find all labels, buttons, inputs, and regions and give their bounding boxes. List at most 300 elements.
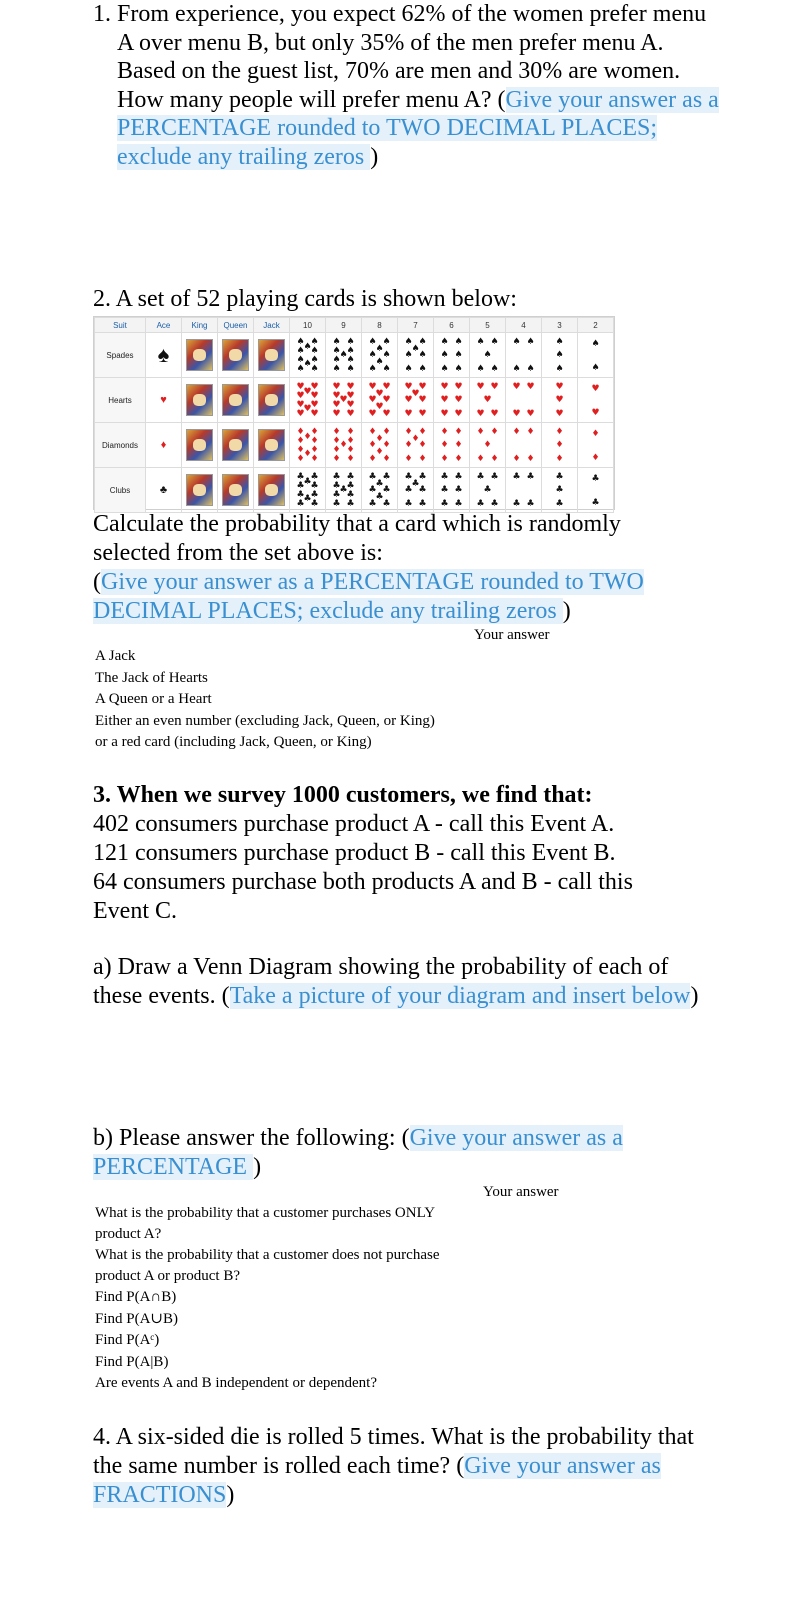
pip-icon: ♦ — [382, 427, 391, 438]
pip-icon: ♣ — [512, 472, 521, 483]
pip-icon: ♥ — [591, 407, 600, 418]
pip-icon: ♠ — [382, 350, 391, 361]
q3-line: 64 consumers purchase both products A and B - call this — [93, 869, 633, 895]
pip-icon: ♥ — [296, 391, 305, 402]
pip-icon: ♥ — [339, 395, 348, 406]
pip-icon: ♦ — [440, 453, 449, 464]
pip-icon: ♥ — [382, 408, 391, 419]
pip-icon: ♥ — [296, 408, 305, 419]
pip-icon: ♥ — [555, 408, 564, 419]
card-cell — [182, 468, 218, 513]
pip-icon: ♣ — [310, 498, 319, 509]
cards-header-rank: 8 — [362, 318, 398, 333]
pip-icon: ♠ — [375, 357, 384, 368]
pip-icon: ♣ — [339, 485, 348, 496]
pip-icon: ♣ — [512, 498, 521, 509]
q2-item: Either an even number (excluding Jack, Queen, or King) — [95, 712, 435, 729]
pip-icon: ♦ — [368, 440, 377, 451]
pip-icon: ♠ — [296, 337, 305, 348]
question-3-body — [93, 810, 633, 926]
pip-icon: ♣ — [476, 498, 485, 509]
pip-icon: ♦ — [382, 440, 391, 451]
pip-icon: ♠ — [555, 350, 564, 361]
pip-icon: ♠ — [346, 346, 355, 357]
card-cell — [362, 423, 398, 468]
pip-icon: ♥ — [490, 382, 499, 393]
pip-icon: ♥ — [296, 399, 305, 410]
card-cell — [362, 333, 398, 378]
pip-icon: ♣ — [382, 498, 391, 509]
pip-icon: ♠ — [512, 363, 521, 374]
card-cell — [146, 378, 182, 423]
pip-icon: ♠ — [404, 350, 413, 361]
pip-icon: ♠ — [382, 363, 391, 374]
card-cell — [146, 423, 182, 468]
pip-icon: ♦ — [555, 427, 564, 438]
card-cell — [290, 468, 326, 513]
q3-item: Find P(Aᶜ) — [95, 1332, 160, 1348]
pip-icon: ♥ — [346, 391, 355, 402]
pip-icon: ♣ — [418, 485, 427, 496]
cards-row-clubs — [95, 468, 614, 513]
pip-icon: ♦ — [296, 453, 305, 464]
pip-icon: ♣ — [346, 498, 355, 509]
question-3-title: 3. When we survey 1000 customers, we find that: — [93, 782, 593, 808]
pip-icon: ♥ — [346, 382, 355, 393]
pip-icon: ♣ — [454, 472, 463, 483]
pip-icon: ♦ — [310, 427, 319, 438]
pip-icon: ♥ — [346, 399, 355, 410]
pip-icon: ♦ — [332, 453, 341, 464]
pip-icon: ♣ — [526, 472, 535, 483]
cards-header-suit: Suit — [95, 318, 146, 333]
pip-icon: ♦ — [368, 453, 377, 464]
pip-icon: ♦ — [555, 440, 564, 451]
card-cell — [434, 423, 470, 468]
pip-icon: ♣ — [332, 489, 341, 500]
playing-cards-table — [93, 316, 615, 510]
card-cell — [182, 423, 218, 468]
pip-icon: ♠ — [310, 354, 319, 365]
q3-item: Find P(A∪B) — [95, 1310, 178, 1327]
face-card-icon — [186, 384, 213, 416]
pip-icon: ♠ — [332, 354, 341, 365]
pip-icon: ♠ — [591, 338, 600, 349]
pip-icon: ♥ — [368, 395, 377, 406]
pip-icon: ♥ — [368, 382, 377, 393]
question-1-text: From experience, you expect 62% of the women prefer menu A over menu B, but only 35% of the men prefer menu A. Based on the guest list, 70% are men and 30% are women. How many people will prefer menu A? (Give your answer as a PERCENTAGE rounded to TWO DECIMAL PLACES; exclude any trailing zeros ) — [117, 1, 719, 170]
pip-icon: ♥ — [512, 408, 521, 419]
suit-label: Hearts — [95, 378, 146, 423]
pip-icon: ♥ — [368, 408, 377, 419]
pip-icon: ♥ — [310, 399, 319, 410]
pip-icon: ♥ — [303, 386, 312, 397]
pip-icon: ♦ — [375, 447, 384, 458]
card-cell — [578, 333, 614, 378]
pip-icon: ♥ — [454, 382, 463, 393]
card-cell — [434, 333, 470, 378]
pip-icon: ♣ — [368, 485, 377, 496]
pip-icon: ♥ — [375, 402, 384, 413]
pip-icon: ♣ — [310, 481, 319, 492]
pip-icon: ♠ — [332, 363, 341, 374]
pip-icon: ♦ — [332, 427, 341, 438]
card-cell — [326, 423, 362, 468]
card-cell — [326, 378, 362, 423]
cards-body — [95, 333, 614, 513]
pip-icon: ♠ — [526, 363, 535, 374]
pip-icon: ♣ — [454, 498, 463, 509]
pip-icon: ♠ — [526, 337, 535, 348]
pip-icon: ♣ — [346, 481, 355, 492]
pip-icon: ♠ — [332, 337, 341, 348]
face-card-icon — [222, 429, 249, 461]
q3-item: product A or product B? — [95, 1267, 240, 1284]
pip-icon: ♦ — [332, 444, 341, 455]
pip-icon: ♦ — [440, 440, 449, 451]
pip-icon: ♠ — [346, 363, 355, 374]
question-2-title: 2. A set of 52 playing cards is shown below: — [93, 286, 517, 312]
pip-icon: ♥ — [310, 391, 319, 402]
ace-pip-icon: ♣ — [159, 484, 168, 496]
pip-icon: ♥ — [346, 408, 355, 419]
cards-header-rank: 10 — [290, 318, 326, 333]
pip-icon: ♥ — [454, 395, 463, 406]
pip-icon: ♦ — [404, 440, 413, 451]
pip-icon: ♦ — [490, 427, 499, 438]
pip-icon: ♥ — [555, 382, 564, 393]
pip-icon: ♣ — [296, 472, 305, 483]
card-cell — [578, 378, 614, 423]
face-card-icon — [222, 339, 249, 371]
pip-icon: ♣ — [440, 472, 449, 483]
pip-icon: ♦ — [476, 453, 485, 464]
pip-icon: ♦ — [382, 453, 391, 464]
pip-icon: ♠ — [490, 337, 499, 348]
pip-icon: ♥ — [476, 408, 485, 419]
pip-icon: ♦ — [512, 453, 521, 464]
pip-icon: ♥ — [310, 382, 319, 393]
pip-icon: ♦ — [296, 436, 305, 447]
q2-item: or a red card (including Jack, Queen, or King) — [95, 734, 372, 750]
pip-icon: ♠ — [440, 337, 449, 348]
pip-icon: ♠ — [375, 343, 384, 354]
pip-icon: ♣ — [555, 485, 564, 496]
face-card-icon — [258, 339, 285, 371]
pip-icon: ♦ — [591, 428, 600, 439]
pip-icon: ♠ — [296, 363, 305, 374]
pip-icon: ♥ — [454, 408, 463, 419]
card-cell — [506, 378, 542, 423]
card-cell — [290, 423, 326, 468]
face-card-icon — [222, 474, 249, 506]
card-cell — [578, 423, 614, 468]
card-cell — [578, 468, 614, 513]
pip-icon: ♦ — [332, 436, 341, 447]
pip-icon: ♦ — [483, 440, 492, 451]
card-cell — [470, 333, 506, 378]
q3-item: Are events A and B independent or dependent? — [95, 1375, 377, 1391]
pip-icon: ♣ — [375, 492, 384, 503]
pip-icon: ♦ — [310, 444, 319, 455]
pip-icon: ♣ — [296, 481, 305, 492]
card-cell — [218, 423, 254, 468]
pip-icon: ♠ — [476, 363, 485, 374]
card-cell — [542, 468, 578, 513]
pip-icon: ♦ — [591, 452, 600, 463]
pip-icon: ♦ — [418, 427, 427, 438]
pip-icon: ♥ — [526, 408, 535, 419]
pip-icon: ♥ — [440, 382, 449, 393]
pip-icon: ♦ — [404, 453, 413, 464]
pip-icon: ♠ — [454, 337, 463, 348]
pip-icon: ♥ — [526, 382, 535, 393]
pip-icon: ♠ — [411, 343, 420, 354]
cards-header-rank: 2 — [578, 318, 614, 333]
pip-icon: ♠ — [418, 350, 427, 361]
cards-row-hearts — [95, 378, 614, 423]
cards-header-rank: Queen — [218, 318, 254, 333]
pip-icon: ♦ — [490, 453, 499, 464]
card-cell — [362, 468, 398, 513]
card-cell — [398, 378, 434, 423]
pip-icon: ♠ — [310, 337, 319, 348]
card-cell — [506, 468, 542, 513]
face-card-icon — [258, 474, 285, 506]
card-cell — [398, 423, 434, 468]
suit-label: Diamonds — [95, 423, 146, 468]
card-cell — [506, 423, 542, 468]
card-cell — [434, 468, 470, 513]
q3-line: Event C. — [93, 898, 177, 924]
pip-icon: ♥ — [332, 391, 341, 402]
question-1 — [93, 0, 723, 171]
pip-icon: ♠ — [512, 337, 521, 348]
face-card-icon — [186, 474, 213, 506]
pip-icon: ♦ — [310, 453, 319, 464]
pip-icon: ♥ — [483, 395, 492, 406]
pip-icon: ♥ — [382, 395, 391, 406]
q3-item: What is the probability that a customer does not purchase — [95, 1247, 440, 1263]
q2-answer-header: Your answer — [474, 627, 550, 643]
pip-icon: ♣ — [555, 472, 564, 483]
face-card-icon — [258, 429, 285, 461]
pip-icon: ♥ — [476, 382, 485, 393]
pip-icon: ♣ — [526, 498, 535, 509]
card-cell — [290, 378, 326, 423]
pip-icon: ♠ — [303, 341, 312, 352]
cards-row-diamonds — [95, 423, 614, 468]
pip-icon: ♣ — [411, 478, 420, 489]
pip-icon: ♦ — [476, 427, 485, 438]
q2-item: The Jack of Hearts — [95, 669, 208, 686]
pip-icon: ♣ — [490, 472, 499, 483]
pip-icon: ♣ — [368, 472, 377, 483]
pip-icon: ♠ — [310, 363, 319, 374]
q3-item: Find P(A|B) — [95, 1353, 169, 1370]
pip-icon: ♣ — [555, 498, 564, 509]
pip-icon: ♥ — [418, 408, 427, 419]
pip-icon: ♦ — [454, 453, 463, 464]
card-cell — [182, 378, 218, 423]
pip-icon: ♠ — [476, 337, 485, 348]
card-cell — [470, 423, 506, 468]
pip-icon: ♣ — [418, 472, 427, 483]
pip-icon: ♣ — [418, 498, 427, 509]
card-cell — [146, 333, 182, 378]
pip-icon: ♥ — [418, 382, 427, 393]
pip-icon: ♥ — [310, 408, 319, 419]
card-cell — [182, 333, 218, 378]
pip-icon: ♠ — [404, 337, 413, 348]
card-cell — [254, 423, 290, 468]
cards-header-rank: 5 — [470, 318, 506, 333]
pip-icon: ♣ — [332, 472, 341, 483]
question-3a-hint: Take a picture of your diagram and insert below — [229, 983, 691, 1009]
pip-icon: ♦ — [454, 427, 463, 438]
pip-icon: ♦ — [411, 433, 420, 444]
card-cell — [542, 378, 578, 423]
pip-icon: ♠ — [591, 362, 600, 373]
pip-icon: ♦ — [440, 427, 449, 438]
pip-icon: ♣ — [296, 498, 305, 509]
card-cell — [326, 468, 362, 513]
pip-icon: ♠ — [382, 337, 391, 348]
pip-icon: ♣ — [483, 485, 492, 496]
face-card-icon — [186, 429, 213, 461]
pip-icon: ♥ — [411, 388, 420, 399]
pip-icon: ♥ — [404, 395, 413, 406]
pip-icon: ♣ — [382, 472, 391, 483]
q3-item: Find P(A∩B) — [95, 1289, 177, 1305]
pip-icon: ♣ — [440, 485, 449, 496]
question-3b: b) Please answer the following: (Give your answer as a PERCENTAGE ) — [93, 1125, 623, 1180]
pip-icon: ♣ — [346, 489, 355, 500]
cards-grid — [94, 317, 614, 513]
pip-icon: ♣ — [332, 498, 341, 509]
pip-icon: ♣ — [332, 481, 341, 492]
cards-header-rank: 4 — [506, 318, 542, 333]
pip-icon: ♠ — [339, 350, 348, 361]
suit-label: Clubs — [95, 468, 146, 513]
pip-icon: ♠ — [332, 346, 341, 357]
q3-line: 121 consumers purchase product B - call this Event B. — [93, 840, 616, 866]
question-2-hint-line: (Give your answer as a PERCENTAGE rounded to TWO DECIMAL PLACES; exclude any trailing zeros ) — [93, 569, 644, 624]
question-4-hint: Give your answer as FRACTIONS — [93, 1453, 661, 1508]
pip-icon: ♥ — [555, 395, 564, 406]
card-cell — [470, 378, 506, 423]
pip-icon: ♥ — [418, 395, 427, 406]
pip-icon: ♠ — [296, 346, 305, 357]
cards-header-rank: 3 — [542, 318, 578, 333]
ace-pip-icon: ♠ — [157, 342, 170, 367]
pip-icon: ♥ — [332, 382, 341, 393]
pip-icon: ♦ — [526, 453, 535, 464]
pip-icon: ♠ — [368, 337, 377, 348]
pip-icon: ♥ — [404, 408, 413, 419]
pip-icon: ♥ — [440, 395, 449, 406]
pip-icon: ♠ — [346, 337, 355, 348]
pip-icon: ♦ — [454, 440, 463, 451]
q3-line: 402 consumers purchase product A - call this Event A. — [93, 811, 615, 837]
pip-icon: ♦ — [339, 440, 348, 451]
pip-icon: ♦ — [346, 427, 355, 438]
pip-icon: ♠ — [490, 363, 499, 374]
pip-icon: ♣ — [404, 485, 413, 496]
pip-icon: ♣ — [368, 498, 377, 509]
card-cell — [542, 423, 578, 468]
pip-icon: ♥ — [382, 382, 391, 393]
card-cell — [362, 378, 398, 423]
pip-icon: ♠ — [418, 363, 427, 374]
pip-icon: ♣ — [440, 498, 449, 509]
card-cell — [326, 333, 362, 378]
pip-icon: ♣ — [454, 485, 463, 496]
cards-header-rank: 7 — [398, 318, 434, 333]
suit-label: Spades — [95, 333, 146, 378]
cards-header-rank: King — [182, 318, 218, 333]
cards-header-row — [95, 318, 614, 333]
pip-icon: ♥ — [303, 404, 312, 415]
cards-header-rank: Ace — [146, 318, 182, 333]
pip-icon: ♦ — [418, 453, 427, 464]
pip-icon: ♦ — [526, 427, 535, 438]
card-cell — [254, 333, 290, 378]
q3-answer-header: Your answer — [483, 1184, 559, 1200]
pip-icon: ♠ — [368, 350, 377, 361]
pip-icon: ♣ — [382, 485, 391, 496]
pip-icon: ♦ — [555, 453, 564, 464]
cards-header-rank: 6 — [434, 318, 470, 333]
pip-icon: ♣ — [310, 472, 319, 483]
pip-icon: ♠ — [296, 354, 305, 365]
pip-icon: ♦ — [310, 436, 319, 447]
pip-icon: ♥ — [375, 388, 384, 399]
card-cell — [290, 333, 326, 378]
pip-icon: ♠ — [368, 363, 377, 374]
q2-item-list — [95, 646, 435, 754]
face-card-icon — [222, 384, 249, 416]
pip-icon: ♠ — [310, 346, 319, 357]
pip-icon: ♠ — [454, 363, 463, 374]
question-2-hint: Give your answer as a PERCENTAGE rounded to TWO DECIMAL PLACES; exclude any trailing zeros — [93, 569, 644, 624]
pip-icon: ♣ — [591, 497, 600, 508]
face-card-icon — [258, 384, 285, 416]
q3-item: What is the probability that a customer purchases ONLY — [95, 1205, 436, 1221]
pip-icon: ♣ — [404, 498, 413, 509]
ace-pip-icon: ♥ — [160, 394, 167, 406]
card-cell — [470, 468, 506, 513]
pip-icon: ♦ — [418, 440, 427, 451]
pip-icon: ♦ — [346, 444, 355, 455]
pip-icon: ♣ — [296, 489, 305, 500]
pip-icon: ♠ — [440, 363, 449, 374]
card-cell — [218, 333, 254, 378]
pip-icon: ♣ — [591, 473, 600, 484]
pip-icon: ♣ — [375, 478, 384, 489]
card-cell — [218, 468, 254, 513]
pip-icon: ♥ — [332, 399, 341, 410]
pip-icon: ♦ — [512, 427, 521, 438]
card-cell — [506, 333, 542, 378]
question-4: 4. A six-sided die is rolled 5 times. What is the probability that the same number is rolled each time? (Give your answer as FRACTIONS) — [93, 1424, 694, 1508]
pip-icon: ♥ — [512, 382, 521, 393]
pip-icon: ♦ — [296, 444, 305, 455]
question-2-prompt: Calculate the probability that a card which is randomly selected from the set above is: — [93, 511, 621, 566]
q2-item: A Queen or a Heart — [95, 691, 212, 707]
question-3a: a) Draw a Venn Diagram showing the probability of each of these events. (Take a picture of your diagram and insert below) — [93, 954, 699, 1009]
pip-icon: ♠ — [418, 337, 427, 348]
